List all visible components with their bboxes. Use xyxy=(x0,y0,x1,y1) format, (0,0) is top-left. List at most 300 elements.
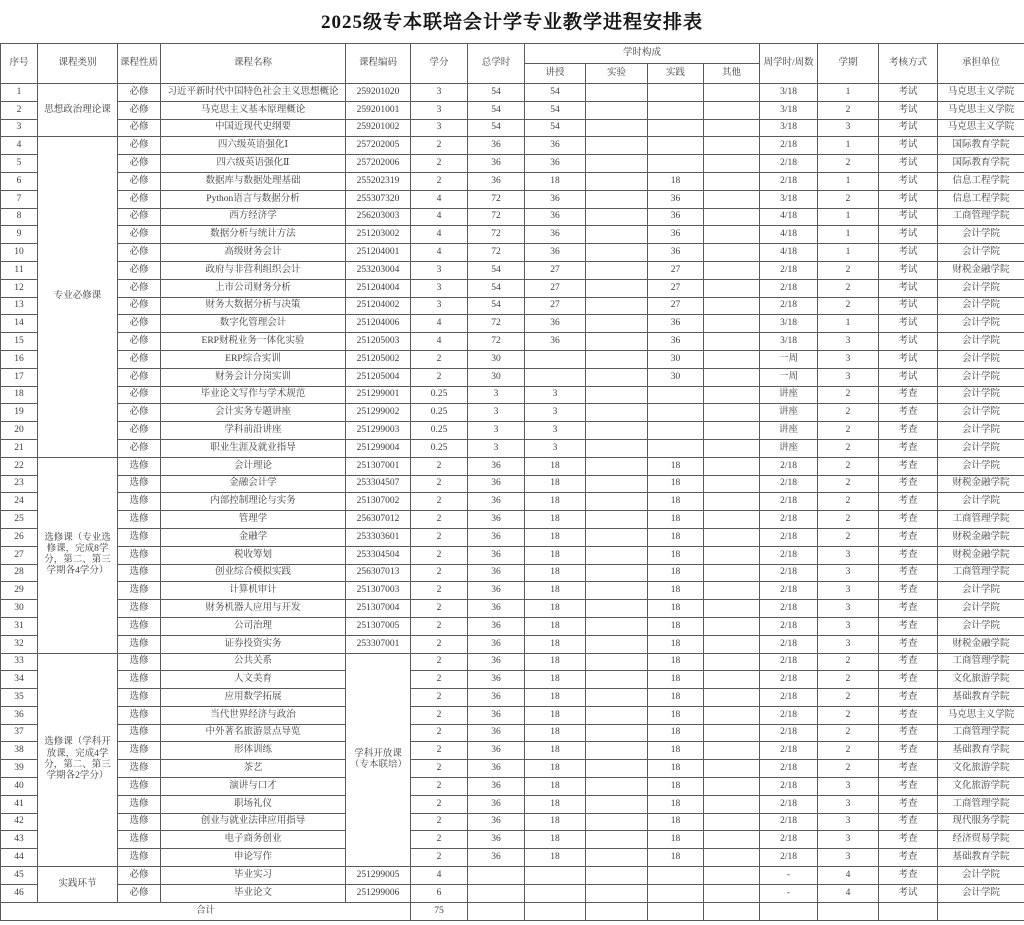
experiment-cell xyxy=(586,386,648,404)
semester-cell: 2 xyxy=(818,101,879,119)
other-cell xyxy=(704,119,760,137)
unit-cell: 会计学院 xyxy=(938,297,1024,315)
nature-cell: 选修 xyxy=(118,742,161,760)
unit-cell: 文化旅游学院 xyxy=(938,760,1024,778)
nature-cell: 选修 xyxy=(118,724,161,742)
name-cell: Python语言与数据分析 xyxy=(161,190,346,208)
name-cell: 金融会计学 xyxy=(161,475,346,493)
lecture-cell: 36 xyxy=(525,315,586,333)
weekly-cell: 3/18 xyxy=(760,190,818,208)
lecture-cell: 18 xyxy=(525,849,586,867)
assessment-cell: 考试 xyxy=(879,279,938,297)
code-cell: 251307002 xyxy=(346,493,411,511)
nature-cell: 选修 xyxy=(118,564,161,582)
name-cell: 创业与就业法律应用指导 xyxy=(161,813,346,831)
unit-cell: 会计学院 xyxy=(938,404,1024,422)
seq-cell: 32 xyxy=(1,635,38,653)
total-hours-cell: 36 xyxy=(468,528,525,546)
credits-cell: 2 xyxy=(411,564,468,582)
other-cell xyxy=(704,172,760,190)
course-row xyxy=(1,208,1024,226)
semester-cell: 2 xyxy=(818,297,879,315)
credits-cell: 2 xyxy=(411,706,468,724)
assessment-cell: 考查 xyxy=(879,867,938,885)
weekly-cell: 2/18 xyxy=(760,155,818,173)
seq-cell: 39 xyxy=(1,760,38,778)
semester-cell: 2 xyxy=(818,261,879,279)
course-row xyxy=(1,368,1024,386)
lecture-cell: 3 xyxy=(525,386,586,404)
header-assessment: 考核方式 xyxy=(879,44,938,84)
code-cell: 251299001 xyxy=(346,386,411,404)
practice-cell: 18 xyxy=(648,795,704,813)
other-cell xyxy=(704,386,760,404)
experiment-cell xyxy=(586,261,648,279)
other-cell xyxy=(704,671,760,689)
credits-cell: 0.25 xyxy=(411,439,468,457)
nature-cell: 必修 xyxy=(118,333,161,351)
other-cell xyxy=(704,884,760,902)
assessment-cell: 考查 xyxy=(879,742,938,760)
nature-cell: 必修 xyxy=(118,422,161,440)
seq-cell: 28 xyxy=(1,564,38,582)
total-practice-cell xyxy=(648,902,704,920)
nature-cell: 选修 xyxy=(118,635,161,653)
experiment-cell xyxy=(586,137,648,155)
nature-cell: 必修 xyxy=(118,884,161,902)
other-cell xyxy=(704,333,760,351)
experiment-cell xyxy=(586,190,648,208)
other-cell xyxy=(704,795,760,813)
total-label-cell: 合计 xyxy=(1,902,411,920)
practice-cell: 18 xyxy=(648,564,704,582)
experiment-cell xyxy=(586,671,648,689)
total-hours-cell: 54 xyxy=(468,119,525,137)
code-cell: 251204006 xyxy=(346,315,411,333)
lecture-cell: 18 xyxy=(525,564,586,582)
weekly-cell: 2/18 xyxy=(760,457,818,475)
credits-cell: 4 xyxy=(411,190,468,208)
course-row xyxy=(1,422,1024,440)
practice-cell: 30 xyxy=(648,350,704,368)
semester-cell: 1 xyxy=(818,137,879,155)
practice-cell: 18 xyxy=(648,813,704,831)
other-cell xyxy=(704,528,760,546)
practice-cell: 18 xyxy=(648,617,704,635)
assessment-cell: 考查 xyxy=(879,386,938,404)
unit-cell: 会计学院 xyxy=(938,350,1024,368)
unit-cell: 信息工程学院 xyxy=(938,190,1024,208)
lecture-cell: 18 xyxy=(525,671,586,689)
assessment-cell: 考查 xyxy=(879,511,938,529)
experiment-cell xyxy=(586,582,648,600)
lecture-cell xyxy=(525,350,586,368)
lecture-cell: 18 xyxy=(525,742,586,760)
name-cell: 财务大数据分析与决策 xyxy=(161,297,346,315)
practice-cell xyxy=(648,155,704,173)
nature-cell: 选修 xyxy=(118,528,161,546)
other-cell xyxy=(704,706,760,724)
assessment-cell: 考查 xyxy=(879,546,938,564)
total-hours-cell: 36 xyxy=(468,706,525,724)
assessment-cell: 考试 xyxy=(879,244,938,262)
seq-cell: 42 xyxy=(1,813,38,831)
category-cell: 专业必修课 xyxy=(38,137,118,457)
experiment-cell xyxy=(586,884,648,902)
total-hours-cell: 72 xyxy=(468,190,525,208)
seq-cell: 3 xyxy=(1,119,38,137)
weekly-cell: 2/18 xyxy=(760,582,818,600)
name-cell: 会计理论 xyxy=(161,457,346,475)
other-cell xyxy=(704,778,760,796)
unit-cell: 信息工程学院 xyxy=(938,172,1024,190)
other-cell xyxy=(704,813,760,831)
seq-cell: 24 xyxy=(1,493,38,511)
practice-cell xyxy=(648,84,704,102)
name-cell: 高级财务会计 xyxy=(161,244,346,262)
experiment-cell xyxy=(586,617,648,635)
name-cell: 人文美育 xyxy=(161,671,346,689)
seq-cell: 27 xyxy=(1,546,38,564)
weekly-cell: 2/18 xyxy=(760,849,818,867)
code-cell: 251307004 xyxy=(346,600,411,618)
experiment-cell xyxy=(586,172,648,190)
lecture-cell: 3 xyxy=(525,422,586,440)
other-cell xyxy=(704,368,760,386)
semester-cell: 3 xyxy=(818,368,879,386)
credits-cell: 6 xyxy=(411,884,468,902)
other-cell xyxy=(704,475,760,493)
nature-cell: 必修 xyxy=(118,261,161,279)
semester-cell: 1 xyxy=(818,244,879,262)
weekly-cell: 2/18 xyxy=(760,261,818,279)
lecture-cell: 3 xyxy=(525,439,586,457)
name-cell: 数字化管理会计 xyxy=(161,315,346,333)
total-hours-cell: 36 xyxy=(468,724,525,742)
semester-cell: 1 xyxy=(818,208,879,226)
practice-cell: 18 xyxy=(648,742,704,760)
name-cell: 上市公司财务分析 xyxy=(161,279,346,297)
total-hours-cell: 72 xyxy=(468,226,525,244)
practice-cell: 18 xyxy=(648,689,704,707)
weekly-cell: 3/18 xyxy=(760,119,818,137)
credits-cell: 2 xyxy=(411,689,468,707)
credits-cell: 2 xyxy=(411,155,468,173)
course-row xyxy=(1,244,1024,262)
nature-cell: 选修 xyxy=(118,706,161,724)
code-cell: 251205003 xyxy=(346,333,411,351)
semester-cell: 4 xyxy=(818,884,879,902)
total-hours-cell: 36 xyxy=(468,795,525,813)
weekly-cell: 2/18 xyxy=(760,813,818,831)
assessment-cell: 考查 xyxy=(879,689,938,707)
header-credits: 学分 xyxy=(411,44,468,84)
assessment-cell: 考查 xyxy=(879,813,938,831)
weekly-cell: 讲座 xyxy=(760,386,818,404)
total-hours-cell: 36 xyxy=(468,617,525,635)
assessment-cell: 考查 xyxy=(879,475,938,493)
experiment-cell xyxy=(586,831,648,849)
practice-cell xyxy=(648,884,704,902)
experiment-cell xyxy=(586,600,648,618)
practice-cell: 18 xyxy=(648,172,704,190)
lecture-cell: 18 xyxy=(525,706,586,724)
header-name: 课程名称 xyxy=(161,44,346,84)
total-hours-cell: 30 xyxy=(468,368,525,386)
unit-cell: 工商管理学院 xyxy=(938,795,1024,813)
experiment-cell xyxy=(586,333,648,351)
other-cell xyxy=(704,564,760,582)
experiment-cell xyxy=(586,404,648,422)
practice-cell xyxy=(648,101,704,119)
nature-cell: 选修 xyxy=(118,511,161,529)
course-row xyxy=(1,155,1024,173)
lecture-cell: 36 xyxy=(525,208,586,226)
assessment-cell: 考查 xyxy=(879,706,938,724)
total-hours-cell: 36 xyxy=(468,653,525,671)
total-hours-cell: 36 xyxy=(468,635,525,653)
nature-cell: 必修 xyxy=(118,119,161,137)
seq-cell: 8 xyxy=(1,208,38,226)
name-cell: 证券投资实务 xyxy=(161,635,346,653)
other-cell xyxy=(704,511,760,529)
assessment-cell: 考试 xyxy=(879,84,938,102)
course-row xyxy=(1,564,1024,582)
lecture-cell: 18 xyxy=(525,511,586,529)
total-hours-cell: 54 xyxy=(468,261,525,279)
nature-cell: 必修 xyxy=(118,172,161,190)
assessment-cell: 考查 xyxy=(879,493,938,511)
experiment-cell xyxy=(586,813,648,831)
total-hours-cell: 72 xyxy=(468,315,525,333)
practice-cell: 18 xyxy=(648,653,704,671)
experiment-cell xyxy=(586,368,648,386)
name-cell: 四六级英语强化Ⅰ xyxy=(161,137,346,155)
name-cell: 中外著名旅游景点导览 xyxy=(161,724,346,742)
practice-cell: 36 xyxy=(648,190,704,208)
total-weekly-cell xyxy=(760,902,818,920)
credits-cell: 2 xyxy=(411,493,468,511)
unit-cell: 现代服务学院 xyxy=(938,813,1024,831)
name-cell: 演讲与口才 xyxy=(161,778,346,796)
name-cell: 马克思主义基本原理概论 xyxy=(161,101,346,119)
assessment-cell: 考查 xyxy=(879,635,938,653)
seq-cell: 18 xyxy=(1,386,38,404)
course-row xyxy=(1,617,1024,635)
credits-cell: 2 xyxy=(411,795,468,813)
assessment-cell: 考试 xyxy=(879,226,938,244)
practice-cell: 18 xyxy=(648,849,704,867)
unit-cell: 文化旅游学院 xyxy=(938,671,1024,689)
assessment-cell: 考试 xyxy=(879,368,938,386)
course-row xyxy=(1,813,1024,831)
code-cell: 251299005 xyxy=(346,867,411,885)
lecture-cell xyxy=(525,884,586,902)
semester-cell: 2 xyxy=(818,279,879,297)
total-hours-cell: 36 xyxy=(468,778,525,796)
header-code: 课程编码 xyxy=(346,44,411,84)
name-cell: 毕业实习 xyxy=(161,867,346,885)
total-hours-cell: 54 xyxy=(468,297,525,315)
assessment-cell: 考试 xyxy=(879,350,938,368)
category-cell: 选修课（学科开放课，完成4学分，第二、第三学期各2学分） xyxy=(38,653,118,867)
nature-cell: 必修 xyxy=(118,155,161,173)
course-row xyxy=(1,867,1024,885)
practice-cell: 18 xyxy=(648,600,704,618)
seq-cell: 37 xyxy=(1,724,38,742)
weekly-cell: 2/18 xyxy=(760,137,818,155)
assessment-cell: 考查 xyxy=(879,528,938,546)
semester-cell: 1 xyxy=(818,84,879,102)
category-cell: 实践环节 xyxy=(38,867,118,903)
semester-cell: 2 xyxy=(818,689,879,707)
experiment-cell xyxy=(586,155,648,173)
credits-cell: 2 xyxy=(411,671,468,689)
name-cell: 中国近现代史纲要 xyxy=(161,119,346,137)
experiment-cell xyxy=(586,297,648,315)
total-hours-cell: 36 xyxy=(468,564,525,582)
experiment-cell xyxy=(586,350,648,368)
credits-cell: 2 xyxy=(411,635,468,653)
semester-cell: 3 xyxy=(818,635,879,653)
assessment-cell: 考查 xyxy=(879,600,938,618)
nature-cell: 选修 xyxy=(118,795,161,813)
other-cell xyxy=(704,600,760,618)
nature-cell: 选修 xyxy=(118,653,161,671)
unit-cell: 会计学院 xyxy=(938,867,1024,885)
code-cell: 256307012 xyxy=(346,511,411,529)
lecture-cell: 36 xyxy=(525,333,586,351)
experiment-cell xyxy=(586,689,648,707)
code-cell: 251205004 xyxy=(346,368,411,386)
credits-cell: 2 xyxy=(411,600,468,618)
weekly-cell: 2/18 xyxy=(760,617,818,635)
name-cell: 创业综合模拟实践 xyxy=(161,564,346,582)
seq-cell: 23 xyxy=(1,475,38,493)
name-cell: 茶艺 xyxy=(161,760,346,778)
experiment-cell xyxy=(586,564,648,582)
nature-cell: 必修 xyxy=(118,190,161,208)
experiment-cell xyxy=(586,439,648,457)
assessment-cell: 考查 xyxy=(879,760,938,778)
category-cell: 思想政治理论课 xyxy=(38,84,118,137)
practice-cell: 18 xyxy=(648,778,704,796)
experiment-cell xyxy=(586,795,648,813)
lecture-cell: 27 xyxy=(525,261,586,279)
other-cell xyxy=(704,422,760,440)
other-cell xyxy=(704,137,760,155)
nature-cell: 必修 xyxy=(118,404,161,422)
name-cell: 内部控制理论与实务 xyxy=(161,493,346,511)
header-unit: 承担单位 xyxy=(938,44,1024,84)
semester-cell: 4 xyxy=(818,867,879,885)
practice-cell: 30 xyxy=(648,368,704,386)
practice-cell: 18 xyxy=(648,493,704,511)
other-cell xyxy=(704,350,760,368)
course-row xyxy=(1,653,1024,671)
seq-cell: 19 xyxy=(1,404,38,422)
seq-cell: 31 xyxy=(1,617,38,635)
semester-cell: 3 xyxy=(818,564,879,582)
credits-cell: 2 xyxy=(411,831,468,849)
weekly-cell: 3/18 xyxy=(760,333,818,351)
assessment-cell: 考查 xyxy=(879,778,938,796)
credits-cell: 2 xyxy=(411,849,468,867)
total-hours-cell: 36 xyxy=(468,760,525,778)
practice-cell: 36 xyxy=(648,208,704,226)
total-hours-cell: 36 xyxy=(468,813,525,831)
total-semester-cell xyxy=(818,902,879,920)
lecture-cell: 54 xyxy=(525,84,586,102)
seq-cell: 1 xyxy=(1,84,38,102)
practice-cell: 18 xyxy=(648,760,704,778)
name-cell: 职场礼仪 xyxy=(161,795,346,813)
lecture-cell: 18 xyxy=(525,778,586,796)
weekly-cell: 2/18 xyxy=(760,742,818,760)
experiment-cell xyxy=(586,208,648,226)
name-cell: 公共关系 xyxy=(161,653,346,671)
code-cell: 251307001 xyxy=(346,457,411,475)
weekly-cell: 讲座 xyxy=(760,439,818,457)
practice-cell: 18 xyxy=(648,831,704,849)
total-hours-cell: 36 xyxy=(468,671,525,689)
weekly-cell: 2/18 xyxy=(760,279,818,297)
total-hours-cell: 36 xyxy=(468,155,525,173)
lecture-cell: 36 xyxy=(525,244,586,262)
experiment-cell xyxy=(586,760,648,778)
seq-cell: 26 xyxy=(1,528,38,546)
credits-cell: 2 xyxy=(411,778,468,796)
lecture-cell: 18 xyxy=(525,617,586,635)
name-cell: 四六级英语强化Ⅱ xyxy=(161,155,346,173)
unit-cell: 财税金融学院 xyxy=(938,261,1024,279)
table-body xyxy=(1,84,1024,921)
name-cell: 形体训练 xyxy=(161,742,346,760)
lecture-cell: 36 xyxy=(525,155,586,173)
semester-cell: 2 xyxy=(818,493,879,511)
total-hours-cell: 3 xyxy=(468,386,525,404)
code-cell: 253304507 xyxy=(346,475,411,493)
practice-cell: 18 xyxy=(648,706,704,724)
total-hours-cell: 54 xyxy=(468,84,525,102)
code-cell: 255307320 xyxy=(346,190,411,208)
unit-cell: 基础教育学院 xyxy=(938,849,1024,867)
total-hours-cell: 36 xyxy=(468,511,525,529)
code-cell: 257202005 xyxy=(346,137,411,155)
unit-cell: 会计学院 xyxy=(938,315,1024,333)
unit-cell: 会计学院 xyxy=(938,386,1024,404)
assessment-cell: 考试 xyxy=(879,119,938,137)
code-cell: 251299006 xyxy=(346,884,411,902)
seq-cell: 25 xyxy=(1,511,38,529)
semester-cell: 1 xyxy=(818,172,879,190)
course-row xyxy=(1,279,1024,297)
name-cell: 毕业论文写作与学术规范 xyxy=(161,386,346,404)
course-row xyxy=(1,315,1024,333)
weekly-cell: 3/18 xyxy=(760,84,818,102)
other-cell xyxy=(704,582,760,600)
code-cell: 257202006 xyxy=(346,155,411,173)
credits-cell: 2 xyxy=(411,813,468,831)
header-hours-composition: 学时构成 xyxy=(525,44,760,64)
name-cell: 计算机审计 xyxy=(161,582,346,600)
total-total-hours-cell xyxy=(468,902,525,920)
semester-cell: 3 xyxy=(818,582,879,600)
other-cell xyxy=(704,689,760,707)
name-cell: 学科前沿讲座 xyxy=(161,422,346,440)
total-hours-cell: 36 xyxy=(468,546,525,564)
lecture-cell: 18 xyxy=(525,635,586,653)
